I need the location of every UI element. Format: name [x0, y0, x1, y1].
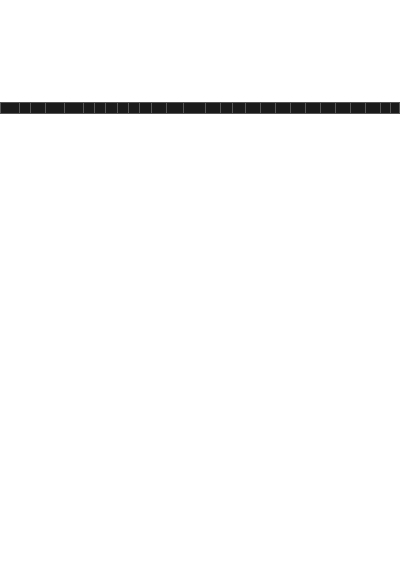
column-header — [276, 103, 291, 114]
column-header — [320, 103, 335, 114]
column-header — [118, 103, 129, 114]
column-header — [380, 103, 391, 114]
column-header — [335, 103, 350, 114]
column-header — [45, 103, 64, 114]
column-header — [152, 103, 167, 114]
column-header — [350, 103, 365, 114]
data-table — [0, 102, 400, 114]
column-header — [167, 103, 184, 114]
column-header — [184, 103, 205, 114]
column-header — [64, 103, 83, 114]
column-header — [291, 103, 306, 114]
table-header-row — [1, 103, 400, 114]
column-header — [1, 103, 20, 114]
column-header — [84, 103, 95, 114]
column-header — [128, 103, 139, 114]
column-header — [305, 103, 320, 114]
column-header — [391, 103, 400, 114]
column-header — [220, 103, 233, 114]
column-header — [233, 103, 246, 114]
column-header — [205, 103, 220, 114]
column-header — [139, 103, 152, 114]
column-header — [94, 103, 105, 114]
column-header — [105, 103, 118, 114]
column-header — [20, 103, 31, 114]
column-header — [261, 103, 276, 114]
column-header — [365, 103, 380, 114]
column-header — [30, 103, 45, 114]
column-header — [246, 103, 261, 114]
